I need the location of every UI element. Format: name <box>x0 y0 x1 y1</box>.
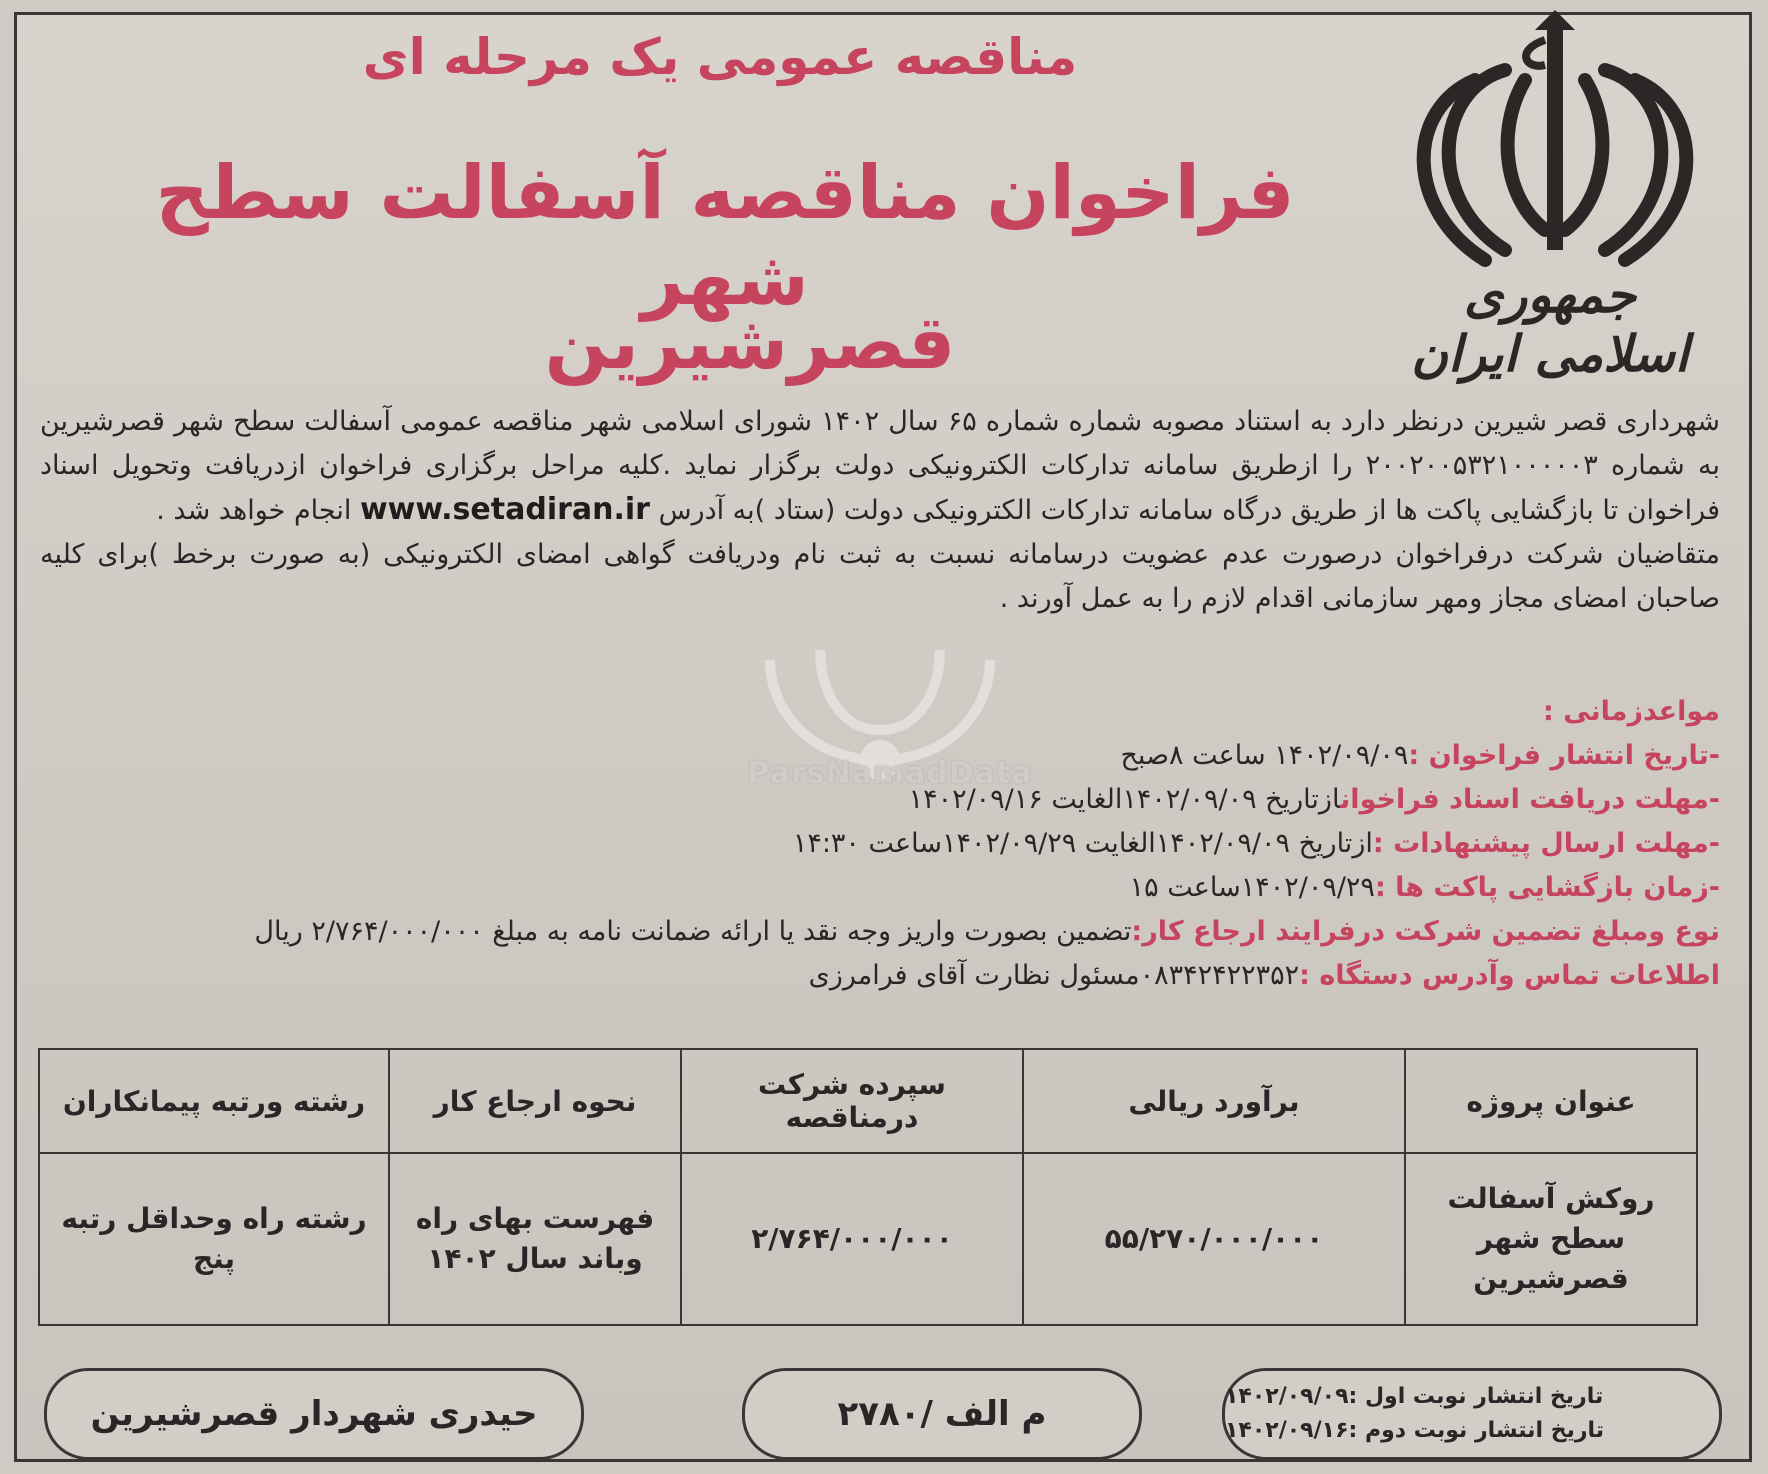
publish-first-date: تاریخ انتشار نوبت اول :۱۴۰۲/۰۹/۰۹ <box>1225 1384 1604 1409</box>
paragraph-2: متقاضیان شرکت درفراخوان درصورت عدم عضویت درسامانه نسبت به ثبت نام ودریافت گواهی امضای الکترونیکی (به صورت برخط )برای کلیه صاحبان امضای مجاز ومهر سازمانی اقدام لازم را به عمل آورند . <box>40 539 1720 614</box>
publish-second-date: تاریخ انتشار نوبت دوم :۱۴۰۲/۰۹/۱۶ <box>1225 1418 1605 1443</box>
column-header: برآورد ریالی <box>1023 1049 1405 1153</box>
table-cell: روکش آسفالت سطح شهر قصرشیرین <box>1405 1153 1697 1325</box>
deadlines-title: مواعدزمانی : <box>1543 696 1720 727</box>
deadline-opening <box>150 866 1720 910</box>
guarantee-info <box>150 910 1720 954</box>
emblem-caption: جمهوری اسلامی ایران <box>1411 265 1689 383</box>
deadline-label: -مهلت دریافت اسناد فراخوان <box>1340 784 1720 815</box>
deadline-publish <box>150 734 1720 778</box>
tender-city: قصرشیرین <box>544 300 956 386</box>
deadline-label: -زمان بازگشایی پاکت ها : <box>1374 872 1720 903</box>
column-header: نحوه ارجاع کار <box>389 1049 681 1153</box>
table-header-row <box>39 1049 1697 1153</box>
table-cell: ۲/۷۶۴/۰۰۰/۰۰۰ <box>681 1153 1023 1325</box>
paragraph-1: شهرداری قصر شیرین درنظر دارد به استناد مصوبه شماره شماره ۶۵ سال ۱۴۰۲ شورای اسلامی شهر مناقصه عمومی آسفالت سطح شهر قصرشیرین به شماره ۲۰۰۲۰۰۵۳۲۱۰۰۰۰۰۳ را ازطریق سامانه تدارکات الکترونیکی دولت برگزار نماید .کلیه مراحل برگزاری فراخوان ازدریافت وتحویل اسناد فراخوان تا بازگشایی پاکت ها از طریق درگاه سامانه تدارکات الکترونیکی دولت (ستاد )به آدرس <box>40 406 1720 526</box>
column-header: رشته ورتبه پیمانکاران <box>39 1049 389 1153</box>
table-cell: فهرست بهای راه وباند سال ۱۴۰۲ <box>389 1153 681 1325</box>
contact-value: ۰۸۳۴۲۴۲۲۳۵۲مسئول نظارت آقای فرامرزی <box>808 960 1300 991</box>
deadline-submission <box>150 822 1720 866</box>
project-table <box>38 1048 1698 1326</box>
tender-title: فراخوان مناقصه آسفالت سطح شهر <box>155 150 1295 322</box>
deadline-value: ۱۴۰۲/۰۹/۰۹ ساعت ۸صبح <box>1120 740 1409 771</box>
deadline-documents <box>150 778 1720 822</box>
publish-dates-box <box>1222 1368 1722 1460</box>
guarantee-value: تضمین بصورت واریز وجه نقد یا ارائه ضمانت نامه به مبلغ ۲/۷۶۴/۰۰۰/۰۰۰ ریال <box>254 916 1132 947</box>
column-header: سپرده شرکت درمناقصه <box>681 1049 1023 1153</box>
table-cell: ۵۵/۲۷۰/۰۰۰/۰۰۰ <box>1023 1153 1405 1325</box>
setadiran-link[interactable]: www.setadiran.ir <box>359 492 650 527</box>
tender-type-heading: مناقصه عمومی یک مرحله ای <box>362 28 1078 86</box>
contact-label: اطلاعات تماس وآدرس دستگاه : <box>1299 960 1720 991</box>
guarantee-label: نوع ومبلغ تضمین شرکت درفرایند ارجاع کار: <box>1131 916 1720 947</box>
deadlines-section <box>150 690 1720 998</box>
notice-body <box>40 400 1720 621</box>
deadline-label: -مهلت ارسال پیشنهادات : <box>1372 828 1720 859</box>
column-header: عنوان پروژه <box>1405 1049 1697 1153</box>
deadline-value: ۱۴۰۲/۰۹/۲۹ساعت ۱۵ <box>1129 872 1375 903</box>
notice-code-box: م الف /۲۷۸۰ <box>742 1368 1142 1460</box>
contact-info <box>150 954 1720 998</box>
deadline-value: ازتاریخ ۱۴۰۲/۰۹/۰۹الغایت ۱۴۰۲/۰۹/۲۹ساعت ۱۴:۳۰ <box>792 828 1373 859</box>
table-row <box>39 1153 1697 1325</box>
deadline-value: ازتاریخ ۱۴۰۲/۰۹/۰۹الغایت ۱۴۰۲/۰۹/۱۶ <box>908 784 1341 815</box>
watermark-brand: ParsNamadData <box>747 756 1033 791</box>
table-cell: رشته راه وحداقل رتبه پنج <box>39 1153 389 1325</box>
paragraph-1-end: انجام خواهد شد . <box>156 495 352 526</box>
deadline-label: -تاریخ انتشار فراخوان : <box>1408 740 1720 771</box>
mayor-signature-box: حیدری شهردار قصرشیرین <box>44 1368 584 1460</box>
